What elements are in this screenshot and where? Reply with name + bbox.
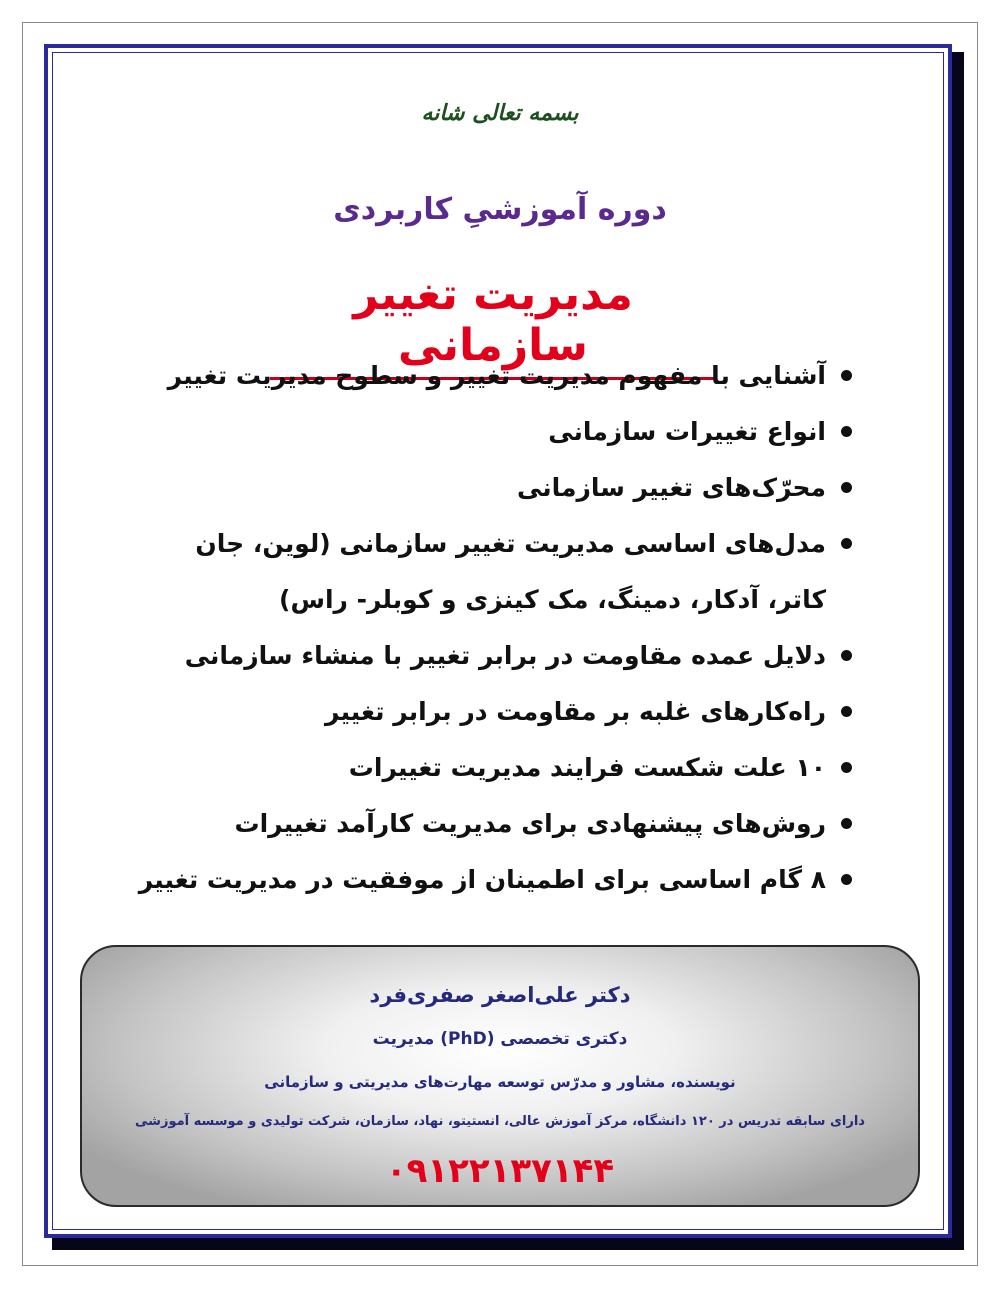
instructor-degree: دکتری تخصصی (PhD) مدیریت [372,1029,628,1049]
topic-text: آشنایی با مفهوم مدیریت تغییر و سطوح مدیریت تغییر [167,361,826,390]
bullet-icon [841,538,852,549]
bullet-icon [841,426,852,437]
bullet-icon [841,482,852,493]
bullet-icon [841,650,852,661]
instructor-name: دکتر علی‌اصغر صفری‌فرد [369,983,631,1007]
course-title: مدیریت تغییر سازمانی [270,270,716,380]
course-subtitle: دوره آموزشیِ کاربردی [333,192,667,227]
topic-item [132,404,852,460]
bullet-icon [841,706,852,717]
instructor-role: نویسنده، مشاور و مدرّس توسعه مهارت‌های مدیریتی و سازمانی [264,1073,736,1091]
topic-item [132,740,852,796]
topic-item [132,852,852,908]
topic-list [132,348,852,908]
topic-text: محرّک‌های تغییر سازمانی [516,473,826,502]
instructor-info-box [80,945,920,1207]
topic-item [132,516,852,628]
bullet-icon [841,762,852,773]
topic-item [132,460,852,516]
topic-text: انواع تغییرات سازمانی [548,417,826,446]
topic-item [132,684,852,740]
bullet-icon [841,874,852,885]
topic-item [132,796,852,852]
topic-text: راه‌کارهای غلبه بر مقاومت در برابر تغییر [325,697,826,726]
topic-text: دلایل عمده مقاومت در برابر تغییر با منشاء سازمانی [184,641,826,670]
contact-phone[interactable]: ۰۹۱۲۲۱۳۷۱۴۴ [385,1151,615,1191]
bullet-icon [841,818,852,829]
basmala-heading: بسمه تعالی شانه [421,100,579,126]
topic-text: روش‌های پیشنهادی برای مدیریت کارآمد تغییرات [234,809,826,838]
topic-text: ۸ گام اساسی برای اطمینان از موفقیت در مدیریت تغییر [138,865,826,894]
topic-text: مدل‌های اساسی مدیریت تغییر سازمانی (لوین، جان کاتر، آدکار، دمینگ، مک کینزی و کوبلر- راس) [195,529,826,614]
bullet-icon [841,370,852,381]
topic-item [132,348,852,404]
topic-text: ۱۰ علت شکست فرایند مدیریت تغییرات [348,753,826,782]
instructor-experience: دارای سابقه تدریس در ۱۲۰ دانشگاه، مرکز آموزش عالی، انستیتو، نهاد، سازمان، شرکت تولیدی و موسسه آموزشی [135,1114,865,1129]
topic-item [132,628,852,684]
